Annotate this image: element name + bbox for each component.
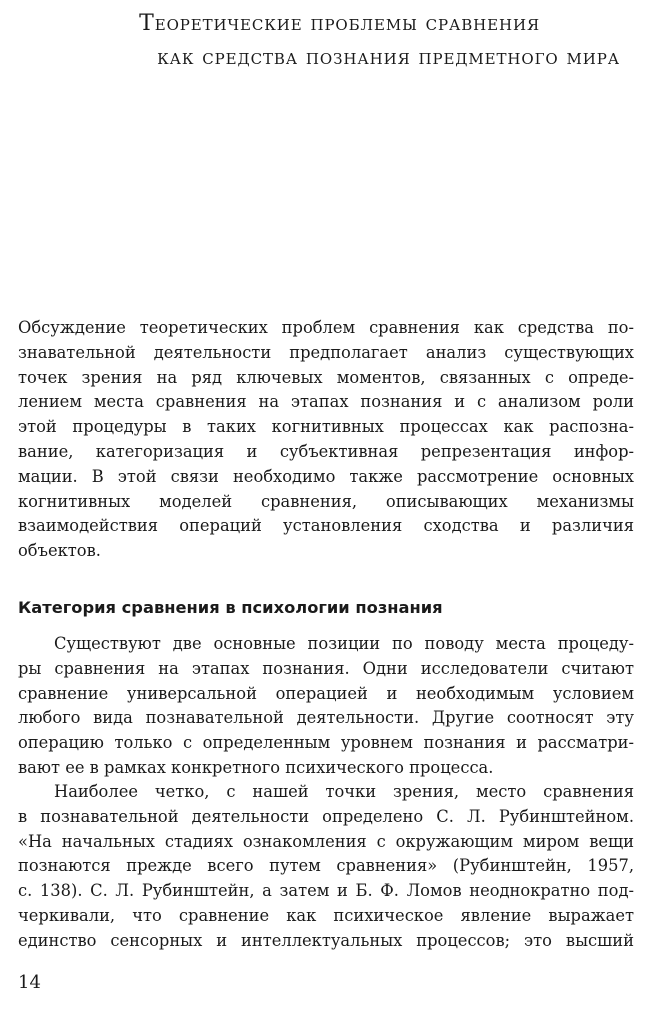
text-line: этой процедуры в таких когнитивных процессах как распозна- — [18, 417, 634, 437]
body-paragraph-3 — [18, 780, 634, 954]
text-line: знавательной деятельности предполагает анализ существующих — [18, 342, 634, 362]
text-line: точек зрения на ряд ключевых моментов, связанных с опреде- — [18, 367, 634, 387]
intro-paragraph — [18, 316, 634, 564]
text-line: когнитивных моделей сравнения, описывающих механизмы — [18, 491, 634, 511]
text-line: ры сравнения на этапах познания. Одни исследователи считают — [18, 658, 634, 678]
text-line: любого вида познавательной деятельности. Другие соотносят эту — [18, 708, 634, 728]
text-line: Наиболее четко, с нашей точки зрения, место сравнения — [54, 782, 634, 801]
page-number: 14 — [18, 972, 41, 993]
text-line: с. 138). С. Л. Рубинштейн, а затем и Б. Ф. Ломов неоднократно под- — [18, 881, 634, 901]
text-line: операцию только с определенным уровнем познания и рассматри- — [18, 733, 634, 753]
text-line: сравнение универсальной операцией и необходимым условием — [18, 683, 634, 703]
text-line: черкивали, что сравнение как психическое явление выражает — [18, 905, 634, 925]
text-line: Обсуждение теоретических проблем сравнения как средства по- — [18, 318, 634, 337]
text-line: «На начальных стадиях ознакомления с окружающим миром вещи — [18, 831, 634, 851]
section-heading: Категория сравнения в психологии познания — [18, 598, 443, 617]
chapter-title-line-1: Теоретические проблемы сравнения — [139, 11, 540, 36]
chapter-title-line-2: как средства познания предметного мира — [157, 45, 620, 70]
text-line: познаются прежде всего путем сравнения» (Рубинштейн, 1957, — [18, 856, 634, 876]
text-line: лением места сравнения на этапах познания и с анализом роли — [18, 392, 634, 412]
text-line: вание, категоризация и субъективная репрезентация инфор- — [18, 441, 634, 461]
text-line: вают ее в рамках конкретного психического процесса. — [18, 757, 494, 777]
text-line: единство сенсорных и интеллектуальных процессов; это высший — [18, 930, 634, 950]
text-line: объектов. — [18, 541, 101, 561]
text-line: взаимодействия операций установления сходства и различия — [18, 516, 634, 536]
text-line: в познавательной деятельности определено С. Л. Рубинштейном. — [18, 806, 634, 826]
body-paragraph-2 — [18, 632, 634, 781]
text-line: мации. В этой связи необходимо также рассмотрение основных — [18, 466, 634, 486]
text-line: Существуют две основные позиции по поводу места процеду- — [54, 634, 634, 653]
